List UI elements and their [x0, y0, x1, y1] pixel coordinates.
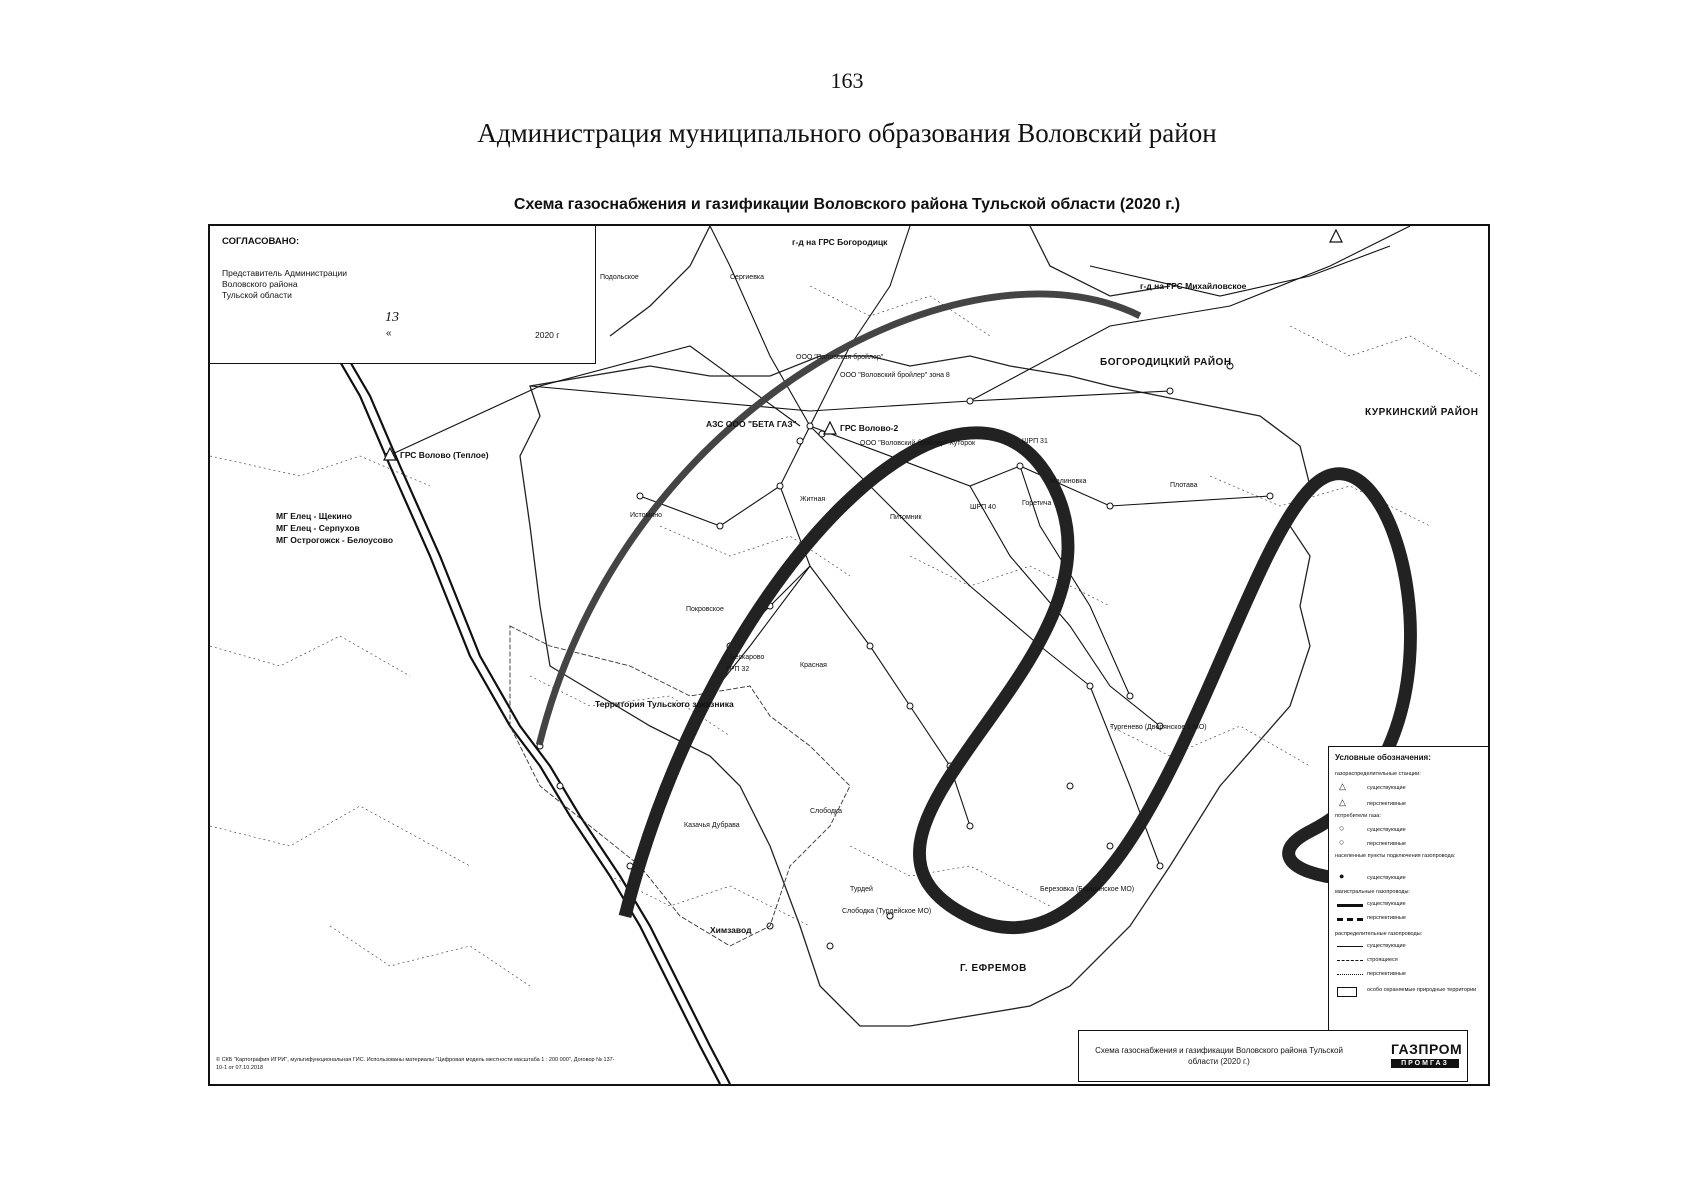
legend-dist-existing: существующие	[1367, 943, 1406, 949]
legend-existing2: существующие	[1367, 827, 1406, 833]
label-plotyava: Плотава	[1170, 482, 1198, 489]
label-shrp40: ШРП 40	[970, 504, 996, 511]
label-ooo-zone8: ООО "Воловский бройлер" зона 8	[840, 372, 950, 379]
label-mg-elets-shchekino: МГ Елец - Щекино	[276, 511, 352, 521]
legend-line-trunk-existing	[1337, 904, 1363, 907]
label-grs-bogoroditsk: г-д на ГРС Богородицк	[792, 237, 888, 247]
legend-line-dist-existing	[1337, 946, 1363, 947]
label-slobodka: Слободка	[810, 808, 843, 815]
legend-title: Условные обозначения:	[1335, 753, 1431, 762]
label-kurkinsky-district: КУРКИНСКИЙ РАЙОН	[1365, 407, 1479, 418]
triangle-icon: △	[1339, 781, 1346, 791]
label-territory: Территория Тульского заказника	[595, 699, 734, 709]
label-goreticha: Горетича	[1022, 500, 1052, 507]
label-pitomnik: Питомник	[890, 514, 922, 521]
label-slobodka-turdeja: Слободка (Турдейское МО)	[842, 908, 932, 915]
legend-trunk-prospective: перспективные	[1367, 915, 1406, 921]
approval-title: СОГЛАСОВАНО:	[222, 236, 300, 247]
legend-line-dist-prospective	[1337, 974, 1363, 975]
logo-word: ГАЗПРОМ	[1391, 1041, 1463, 1057]
label-podolskoe: Подольское	[600, 274, 639, 281]
stamp-text: Схема газоснабжения и газификации Воловского района Тульской области (2020 г.)	[1095, 1046, 1343, 1066]
label-azs: АЗС ООО "БЕТА ГАЗ"	[706, 419, 797, 429]
legend-trunk-existing: существующие	[1367, 901, 1406, 907]
label-ooo-volovskaya: ООО "Воловская бройлер"	[796, 354, 884, 361]
label-shrp31: ШРП 31	[1022, 438, 1048, 445]
dot-icon: ●	[1339, 871, 1345, 881]
circle-outline-icon: ○	[1339, 837, 1345, 847]
label-grs-mikhailovskoe: г-д на ГРС Михайловское	[1140, 281, 1247, 291]
legend-points-header: населенные пункты подключения газопровода:	[1335, 853, 1456, 859]
label-krasnaya: Красная	[800, 662, 827, 669]
label-khimzavod: Химзавод	[710, 925, 752, 935]
approval-year: 2020 г	[535, 330, 560, 340]
label-ooo-khutorok: ООО "Воловский бройлер" Хуторок	[860, 440, 976, 447]
map-title: Схема газоснабжения и газификации Воловского района Тульской области (2020 г.)	[513, 196, 1181, 213]
label-mg-ostrogozhsk: МГ Острогожск - Белоусово	[276, 535, 394, 545]
gazprom-logo	[1369, 1039, 1461, 1073]
legend-existing-pts: существующие	[1367, 875, 1406, 881]
logo-sub: ПРОМГАЗ	[1401, 1060, 1449, 1067]
circle-icon: ○	[1339, 823, 1345, 833]
label-efremov: Г. ЕФРЕМОВ	[960, 963, 1027, 974]
label-sergievka: Сергиевка	[730, 274, 765, 281]
legend-trunk-header: магистральные газопроводы:	[1335, 889, 1410, 895]
label-turdeja: Турдей	[850, 886, 873, 893]
legend-box-protected	[1337, 987, 1357, 997]
legend-existing: существующие	[1367, 785, 1406, 791]
label-malynovka: Малиновка	[1050, 478, 1087, 485]
label-grs-volovo2: ГРС Волово-2	[840, 423, 899, 433]
label-mg-elets-serpukhov: МГ Елец - Серпухов	[276, 523, 360, 533]
legend-gds-header: газораспределительные станции:	[1335, 771, 1421, 777]
label-grp32: ГРП 32	[726, 666, 750, 673]
approval-date-day: 13	[385, 310, 399, 325]
label-berezovka: Березовка (Борщинское МО)	[1040, 886, 1135, 893]
page-header: Администрация муниципального образования Воловский район	[477, 118, 1217, 148]
approval-block	[210, 226, 596, 364]
legend-dist-building: строящиеся	[1367, 957, 1398, 963]
legend-line-trunk-prospective	[1337, 918, 1363, 921]
label-turgenevo: Тургенево (Дворянское 1 МО)	[1110, 724, 1207, 731]
page-number: 163	[830, 68, 864, 93]
approval-text: Представитель Администрации Воловского района Тульской области	[222, 268, 347, 300]
triangle-outline-icon: △	[1339, 797, 1346, 807]
title-stamp	[1078, 1030, 1468, 1082]
legend-dist-header: распределительные газопроводы:	[1335, 931, 1423, 937]
legend-consumers: потребители газа:	[1335, 813, 1381, 819]
label-beskaravo: Бескарово	[730, 654, 765, 661]
legend-dist-prospective: перспективные	[1367, 971, 1406, 977]
legend-prospective2: перспективные	[1367, 841, 1406, 847]
label-pokrovskoe: Покровское	[686, 606, 724, 613]
label-grs-volovo-teplyi: ГРС Волово (Теплое)	[400, 450, 489, 460]
legend-prospective: перспективные	[1367, 801, 1406, 807]
legend-line-dist-building	[1337, 960, 1363, 961]
label-zhitnaya: Житная	[800, 496, 826, 503]
approval-dash: «	[386, 328, 392, 339]
legend-protected: особо охраняемые природные территории	[1367, 987, 1477, 993]
label-kazachya: Казачья Дубрава	[684, 822, 740, 829]
label-bogoroditsky-district: БОГОРОДИЦКИЙ РАЙОН	[1100, 357, 1232, 368]
map-frame	[208, 224, 1490, 1086]
label-istomino: Истомино	[630, 512, 663, 519]
map-credit: © СКБ "Картография ИГРИ", мультифункциональная ГИС. Использованы материалы "Цифровая модель местности масштаба 1 : 200 000", Договор № 137-10-1 от 07.10.2018	[216, 1057, 615, 1071]
